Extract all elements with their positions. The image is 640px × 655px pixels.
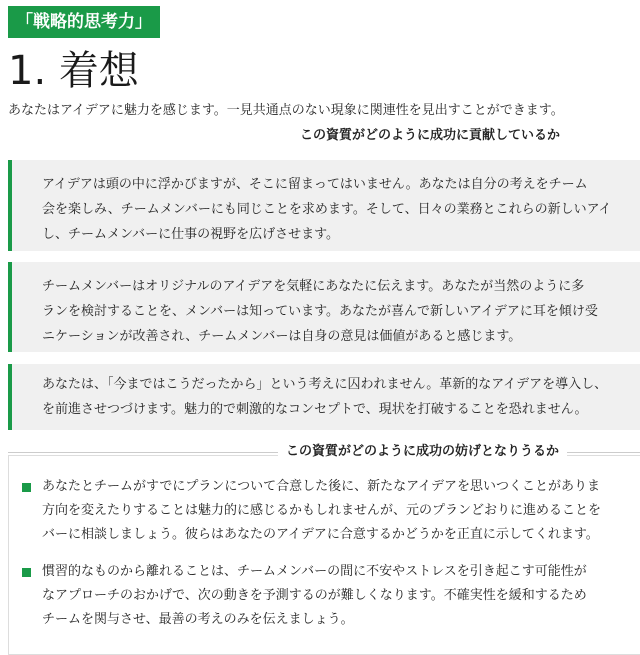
contribution-line: チームメンバーはオリジナルのアイデアを気軽にあなたに伝えます。あなたが当然のように多 [42, 279, 585, 294]
hindrance-line: なアプローチのおかげで、次の動きを予測するのが難しくなります。不確実性を緩和するため [42, 588, 587, 603]
contribution-line: を前進させつづけます。魅力的で刺激的なコンセプトで、現状を打破することを恐れません。 [42, 402, 588, 417]
section-tag: 「戦略的思考力」 [8, 6, 160, 38]
contribution-box [8, 364, 640, 430]
intro-text: あなたはアイデアに魅力を感じます。一見共通点のない現象に関連性を見出すことができます。 [8, 103, 564, 118]
contribution-line: し、チームメンバーに仕事の視野を広げさせます。 [42, 227, 340, 242]
hindrance-line: 慣習的なものから離れることは、チームメンバーの間に不安やストレスを引き起こす可能性が [42, 564, 587, 579]
hindrance-line: 方向を変えたりすることは魅力的に感じるかもしれませんが、元のプランどおりに進めることを [42, 503, 602, 518]
contribution-heading: この資質がどのように成功に貢献しているか [299, 128, 560, 143]
contribution-line: ニケーションが改善され、チームメンバーは自身の意見は価値があると感じます。 [42, 329, 522, 344]
hindrance-line: チームを関与させ、最善の考えのみを伝えましょう。 [42, 612, 354, 627]
contribution-line: ランを検討することを、メンバーは知っています。あなたが喜んで新しいアイデアに耳を傾け受 [42, 304, 598, 319]
contribution-box [8, 160, 640, 251]
hindrance-line: バーに相談しましょう。彼らはあなたのアイデアに合意するかどうかを正直に示してくれます。 [42, 527, 599, 542]
contribution-line: アイデアは頭の中に浮かびますが、そこに留まってはいません。あなたは自分の考えをチーム [42, 177, 588, 192]
contribution-line: 会を楽しみ、チームメンバーにも同じことを求めます。そして、日々の業務とこれらの新しいアイ [42, 202, 612, 217]
bullet-square-icon [22, 568, 31, 577]
hindrance-line: あなたとチームがすでにプランについて合意した後に、新たなアイデアを思いつくことがありま [42, 479, 600, 494]
contribution-line: あなたは、「今まではこうだったから」という考えに囚われません。革新的なアイデアを導入し、 [42, 377, 608, 392]
page-title: 1. 着想 [8, 48, 139, 94]
contribution-box [8, 262, 640, 352]
hindrance-heading: この資質がどのように成功の妨げとなりうるか [278, 442, 567, 462]
bullet-square-icon [22, 483, 31, 492]
